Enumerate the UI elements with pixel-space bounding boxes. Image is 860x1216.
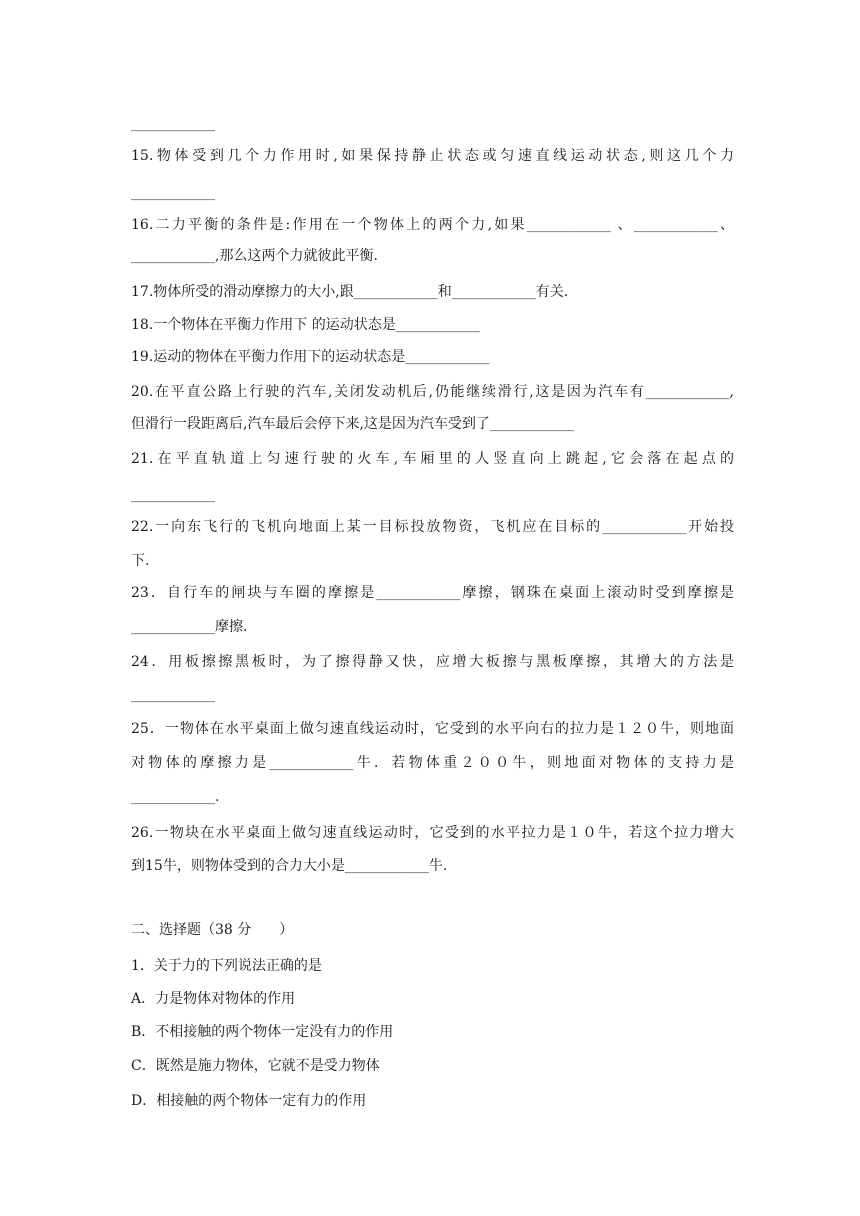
question-19: 19.运动的物体在平衡力作用下的运动状态是____________ [131,349,490,365]
choice-question-1: 1．关于力的下列说法正确的是 [131,958,322,974]
question-20: 20.在平直公路上行驶的汽车,关闭发动机后,仍能继续滑行,这是因为汽车有____________, [131,384,734,400]
question-16: 16.二力平衡的条件是:作用在一个物体上的两个力,如果____________ 、____________、 [131,217,734,233]
question-16-cont: ____________,那么这两个力就彼此平衡. [131,248,378,264]
question-22: 22.一向东飞行的飞机向地面上某一目标投放物资，飞机应在目标的____________开始投 [131,519,734,535]
question-23: 23．自行车的闸块与车圈的摩擦是____________摩擦，钢珠在桌面上滚动时受到摩擦是 [131,585,734,601]
section-heading: 二、选择题（38 分 ） [131,922,294,938]
question-22-cont: 下. [131,553,150,569]
answer-blank: ____________ [131,116,215,132]
question-21: 21.在平直轨道上匀速行驶的火车,车厢里的人竖直向上跳起,它会落在起点的 [131,451,734,467]
question-23-cont: ____________摩擦. [131,619,248,635]
option-a: A．力是物体对物体的作用 [131,991,296,1007]
answer-blank: ____________ [131,487,215,503]
question-26: 26.一物块在水平桌面上做匀速直线运动时，它受到的水平拉力是１０牛，若这个拉力增大 [131,825,734,841]
question-20-cont: 但滑行一段距离后,汽车最后会停下来,这是因为汽车受到了____________ [131,416,574,432]
answer-blank: ____________ [131,687,215,703]
question-25-cont: 对物体的摩擦力是____________牛．若物体重２００牛，则地面对物体的支持力是 [131,755,734,771]
question-24: 24．用板擦擦黑板时，为了擦得静又快，应增大板擦与黑板摩擦，其增大的方法是 [131,654,734,670]
question-25: 25．一物体在水平桌面上做匀速直线运动时，它受到的水平向右的拉力是１２０牛，则地面 [131,721,734,737]
question-17: 17.物体所受的滑动摩擦力的大小,跟____________和____________有关. [131,284,569,300]
option-c: C．既然是施力物体，它就不是受力物体 [131,1058,380,1074]
option-d: D．相接触的两个物体一定有力的作用 [131,1093,367,1109]
question-25-end: ____________. [131,789,220,805]
option-b: B．不相接触的两个物体一定没有力的作用 [131,1024,394,1040]
question-18: 18.一个物体在平衡力作用下 的运动状态是____________ [131,317,480,333]
question-26-cont: 到15牛，则物体受到的合力大小是____________牛. [131,858,448,874]
question-15: 15.物体受到几个力作用时,如果保持静止状态或匀速直线运动状态,则这几个力 [131,148,734,164]
answer-blank: ____________ [131,185,215,201]
